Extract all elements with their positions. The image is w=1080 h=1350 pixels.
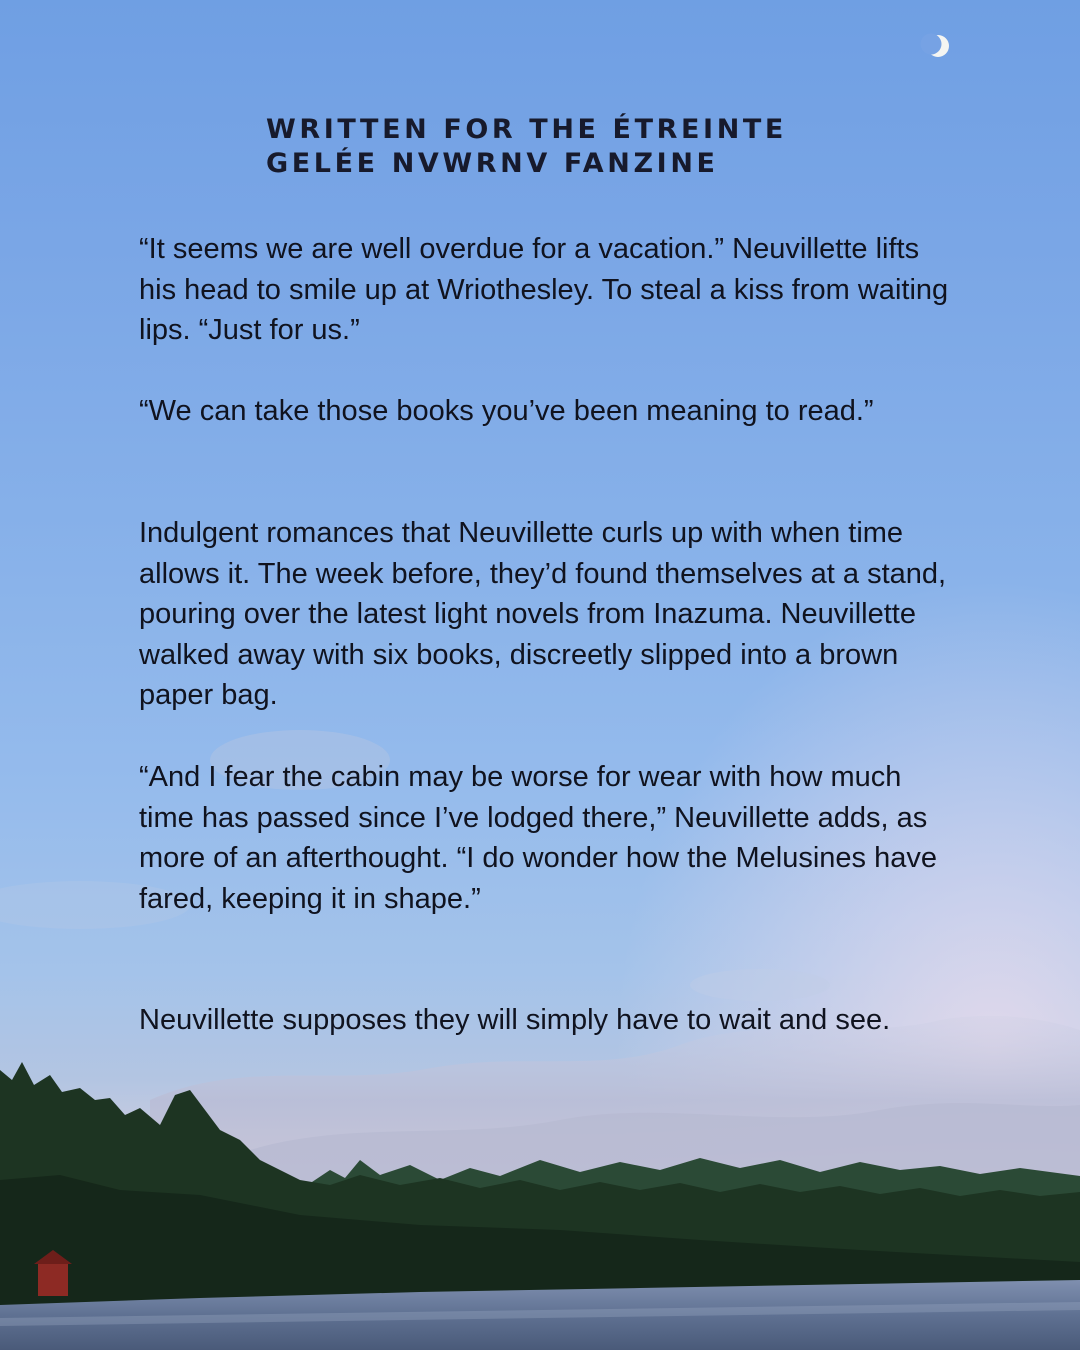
story-paragraph: “We can take those books you’ve been meaning to read.” bbox=[139, 395, 874, 427]
heading-line-1: WRITTEN FOR THE ÉTREINTE bbox=[266, 114, 787, 145]
story-paragraph: “It seems we are well overdue for a vacation.” Neuvillette lifts his head to smile up at Wriothesley. To steal a kiss from waiting lips. “Just for us.” bbox=[139, 233, 949, 347]
red-cabin bbox=[38, 1262, 68, 1296]
story-paragraph: “And I fear the cabin may be worse for wear with how much time has passed since I’ve lodged there,” Neuvillette adds, as more of an afterthought. “I do wonder how the Melusines have fared, keeping it in shape.” bbox=[139, 761, 937, 915]
cloud-wisp bbox=[690, 969, 830, 1001]
heading-line-2: GELÉE NVWRNV FANZINE bbox=[266, 148, 719, 179]
story-paragraph: Neuvillette supposes they will simply have to wait and see. bbox=[139, 1004, 891, 1036]
story-paragraph: Indulgent romances that Neuvillette curls up with when time allows it. The week before, they’d found themselves at a stand, pouring over the latest light novels from Inazuma. Neuvillette walked away with six books, discreetly slipped into a brown paper bag. bbox=[139, 517, 947, 712]
zine-heading bbox=[266, 113, 787, 181]
